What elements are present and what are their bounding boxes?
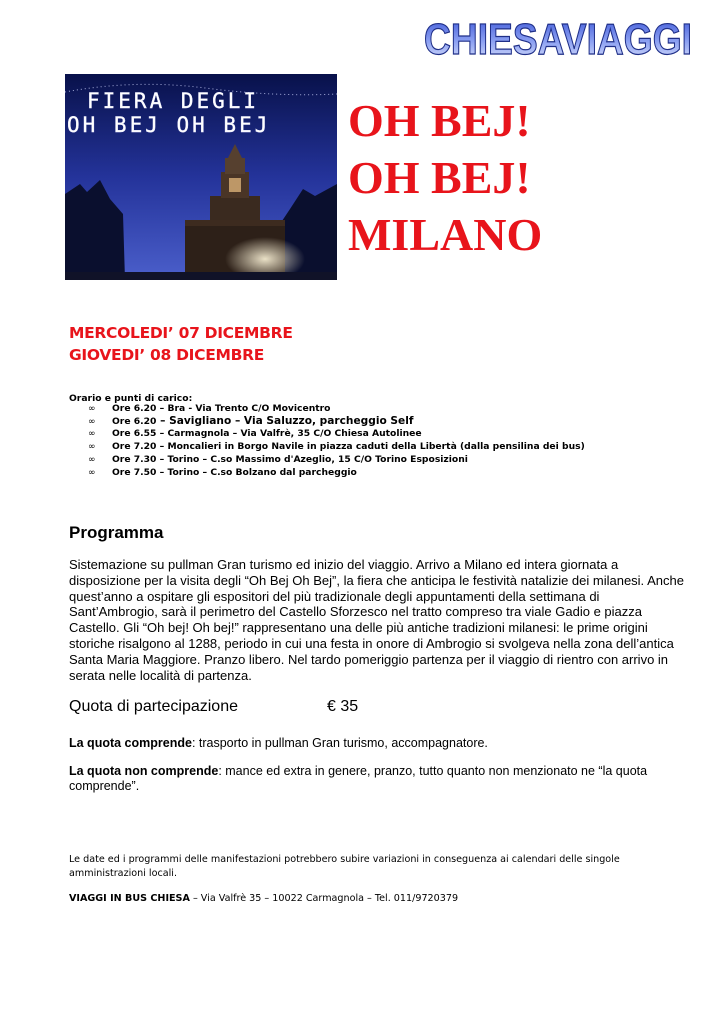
disclaimer-note: Le date ed i programmi delle manifestazioni potrebbero subire variazioni in conseguenza ai calendari delle singole amministrazioni locali. [69,854,620,879]
programma-heading: Programma [69,523,164,542]
lights-text-line1: FIERA DEGLI [87,89,260,113]
quota-price: € 35 [327,698,359,715]
pickup-time: Ore 6.20 [112,403,157,414]
quota-label: Quota di partecipazione [69,698,238,715]
pickup-place: – Savigliano – Via Saluzzo, parcheggio Self [156,414,414,427]
footer-details: – Via Valfrè 35 – 10022 Carmagnola – Tel. 011/9720379 [189,893,459,904]
logo-text: CHIESAVIAGGI [424,15,692,64]
headline-line-2: OH BEJ! [348,152,531,203]
programma-text: Sistemazione su pullman Gran turismo ed inizio del viaggio. Arrivo a Milano ed intera giornata a disposizione per la visita degli “Oh Bej Oh Bej”, la fiera che anticipa le festività natalizie dei milanesi. Anche quest’anno a ospitare gli espositori del più tradizionale degli appuntamenti della settimana di Sant’Ambrogio, sarà il perimetro del Castello Sforzesco nel tratto compreso tra viale Gadio e piazza Castello. Gli “Oh bej! Oh bej!” rappresentano una delle più antiche tradizioni milanesi: le prime origini storiche risalgono al 1288, periodo in cui una festa in onore di Ambrogio si svolgeva nella zona dell’antica Santa Maria Maggiore. Pranzo libero. Nel tardo pomeriggio partenza per il viaggio di rientro con arrivo in serata nelle località di partenza. [69,557,684,683]
pickup-item [88,467,585,480]
pickup-item [88,454,585,467]
date-line-2: GIOVEDI’ 08 DICEMBRE [69,346,265,364]
quota-includes [69,736,488,750]
quota-excludes-label: La quota non comprende [69,764,219,778]
pickup-list [88,403,585,479]
infinity-bullet-icon: ∞ [88,404,96,414]
date-line-1: MERCOLEDI’ 07 DICEMBRE [69,324,293,342]
pickup-place: – Moncalieri in Borgo Navile in piazza caduti della Libertà (dalla pensilina dei bus) [156,441,585,453]
pickup-place: – Torino – C.so Bolzano dal parcheggio [156,466,357,478]
infinity-bullet-icon: ∞ [88,442,96,453]
pickup-place: – Torino – C.so Massimo d'Azeglio, 15 C/O Torino Esposizioni [156,453,468,465]
footer-company: VIAGGI IN BUS CHIESA [69,893,190,904]
pickup-title: Orario e punti di carico: [69,393,193,404]
pickup-place: – Bra - Via Trento C/O Movicentro [156,403,331,414]
pickup-time: Ore 6.55 [112,428,157,440]
pickup-place: – Carmagnola – Via Valfrè, 35 C/O Chiesa Autolinee [156,428,422,440]
quota-row [69,698,359,716]
quota-includes-label: La quota comprende [69,736,192,750]
headline-line-1: OH BEJ! [348,95,531,146]
pickup-time: Ore 6.20 [112,415,157,427]
footer-contact [69,893,458,904]
infinity-bullet-icon: ∞ [88,429,96,440]
castello-sforzesco-photo [65,74,337,280]
infinity-bullet-icon: ∞ [88,416,96,427]
quota-excludes [69,764,669,794]
pickup-item [88,428,585,441]
headline-line-3: MILANO [348,209,543,260]
pickup-time: Ore 7.20 [112,441,157,453]
infinity-bullet-icon: ∞ [88,454,96,465]
quota-includes-text: : trasporto in pullman Gran turismo, accompagnatore. [191,736,488,750]
infinity-bullet-icon: ∞ [88,467,96,478]
quota-excludes-text: : mance ed extra in genere, pranzo, tutto quanto non menzionato ne “la quota comprende”. [69,764,648,793]
pickup-item [88,416,585,429]
pickup-time: Ore 7.30 [112,453,157,465]
pickup-item [88,441,585,454]
headline [348,92,718,263]
chiesaviaggi-logo [424,14,694,62]
pickup-time: Ore 7.50 [112,466,157,478]
lights-text-line2: OH BEJ OH BEJ [67,113,271,137]
trip-dates [69,322,293,366]
